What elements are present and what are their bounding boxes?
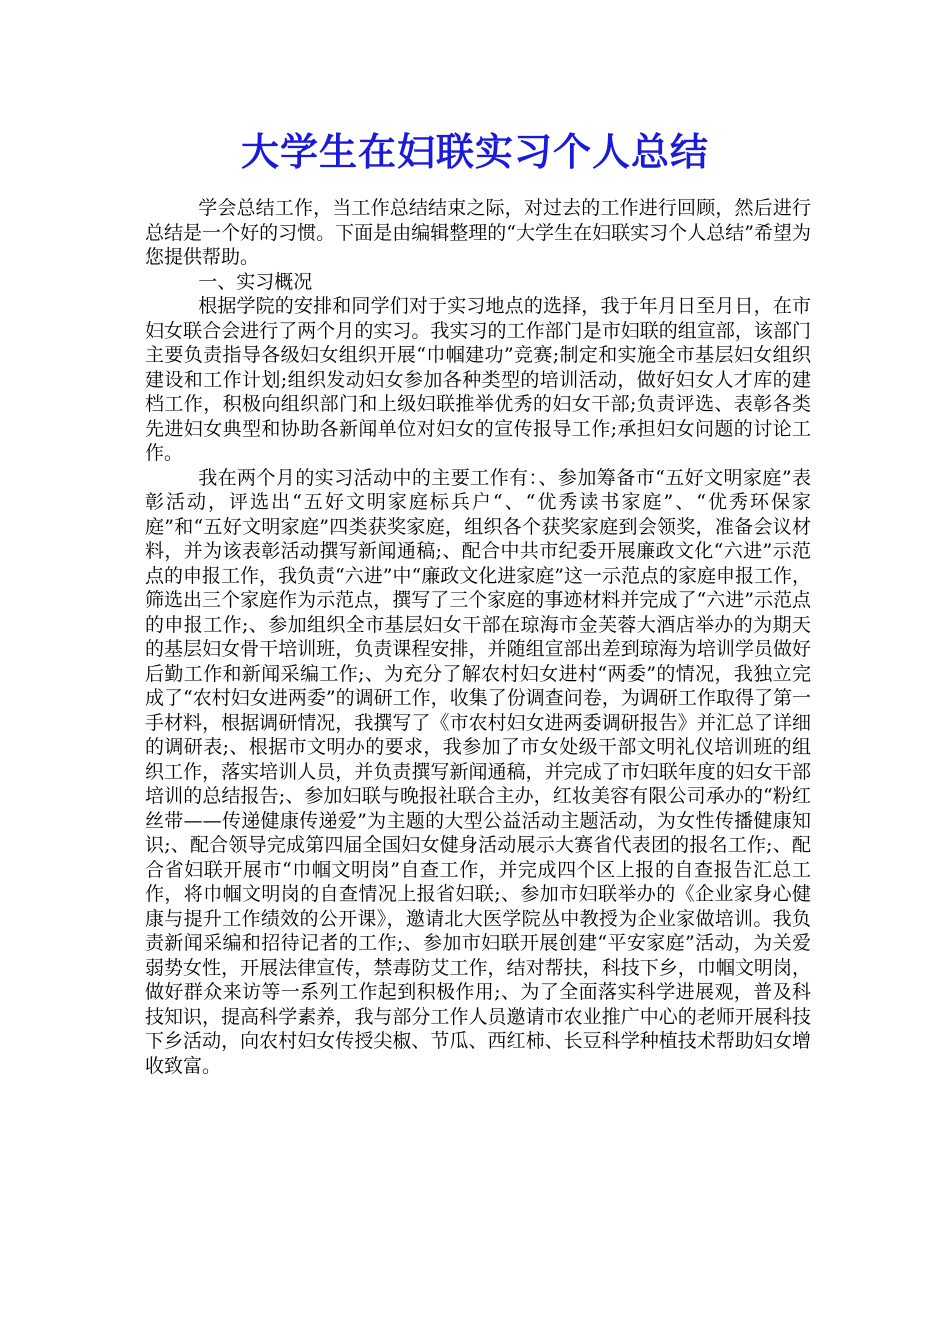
overview-paragraph: 根据学院的安排和同学们对于实习地点的选择，我于年月日至月日，在市妇女联合会进行了两个月的实习。我实习的工作部门是市妇联的组宣部，该部门主要负责指导各级妇女组织开展“巾帼建功”竞赛;制定和实施全市基层妇女组织建设和工作计划;组织发动妇女参加各种类型的培训活动，做好妇女人才库的建档工作，积极向组织部门和上级妇联推举优秀的妇女干部;负责评选、表彰各类先进妇女典型和协助各新闻单位对妇女的宣传报导工作;承担妇女问题的讨论工作。: [145, 295, 811, 464]
document-title: 大学生在妇联实习个人总结: [240, 129, 709, 174]
work-paragraph: 我在两个月的实习活动中的主要工作有：、参加筹备市“五好文明家庭”表彰活动，评选出“五好文明家庭标兵户“、“优秀读书家庭”、“优秀环保家庭”和“五好文明家庭”四类获奖家庭，组织各个获奖家庭到会领奖，准备会议材料，并为该表彰活动撰写新闻通稿;、配合中共市纪委开展廉政文化“六进”示范点的申报工作，我负责“六进”中“廉政文化进家庭”这一示范点的家庭申报工作，筛选出三个家庭作为示范点，撰写了三个家庭的事迹材料并完成了“六进”示范点的申报工作;、参加组织全市基层妇女干部在琼海市金芙蓉大酒店举办的为期天的基层妇女骨干培训班，负责课程安排，并随组宣部出差到琼海为培训学员做好后勤工作和新闻采编工作;、为充分了解农村妇女进村“两委”的情况，我独立完成了“农村妇女进两委”的调研工作，收集了份调查问卷，为调研工作取得了第一手材料，根据调研情况，我撰写了《市农村妇女进两委调研报告》并汇总了详细的调研表;、根据市文明办的要求，我参加了市女处级干部文明礼仪培训班的组织工作，落实培训人员，并负责撰写新闻通稿，并完成了市妇联年度的妇女干部培训的总结报告;、参加妇联与晚报社联合主办，红妆美容有限公司承办的“粉红丝带——传递健康传递爱”为主题的大型公益活动主题活动，为女性传播健康知识;、配合领导完成第四届全国妇女健身活动展示大赛省代表团的报名工作;、配合省妇联开展市“巾帼文明岗”自查工作，并完成四个区上报的自查报告汇总工作，将巾帼文明岗的自查情况上报省妇联;、参加市妇联举办的《企业家身心健康与提升工作绩效的公开课》，邀请北大医学院丛中教授为企业家做培训。我负责新闻采编和招待记者的工作;、参加市妇联开展创建“平安家庭”活动，为关爱弱势女性，开展法律宣传，禁毒防艾工作，结对帮扶，科技下乡，巾帼文明岗，做好群众来访等一系列工作起到积极作用;、为了全面落实科学进展观，普及科技知识，提高科学素养，我与部分工作人员邀请市农业推广中心的老师开展科技下乡活动，向农村妇女传授尖椒、节瓜、西红柿、长豆科学种植技术帮助妇女增收致富。: [145, 466, 811, 1077]
section-heading: 一、实习概况: [198, 270, 313, 293]
intro-paragraph: 学会总结工作，当工作总结结束之际，对过去的工作进行回顾，然后进行总结是一个好的习惯。下面是由编辑整理的“大学生在妇联实习个人总结”希望为您提供帮助。: [145, 197, 811, 268]
document-body: [145, 196, 811, 1078]
